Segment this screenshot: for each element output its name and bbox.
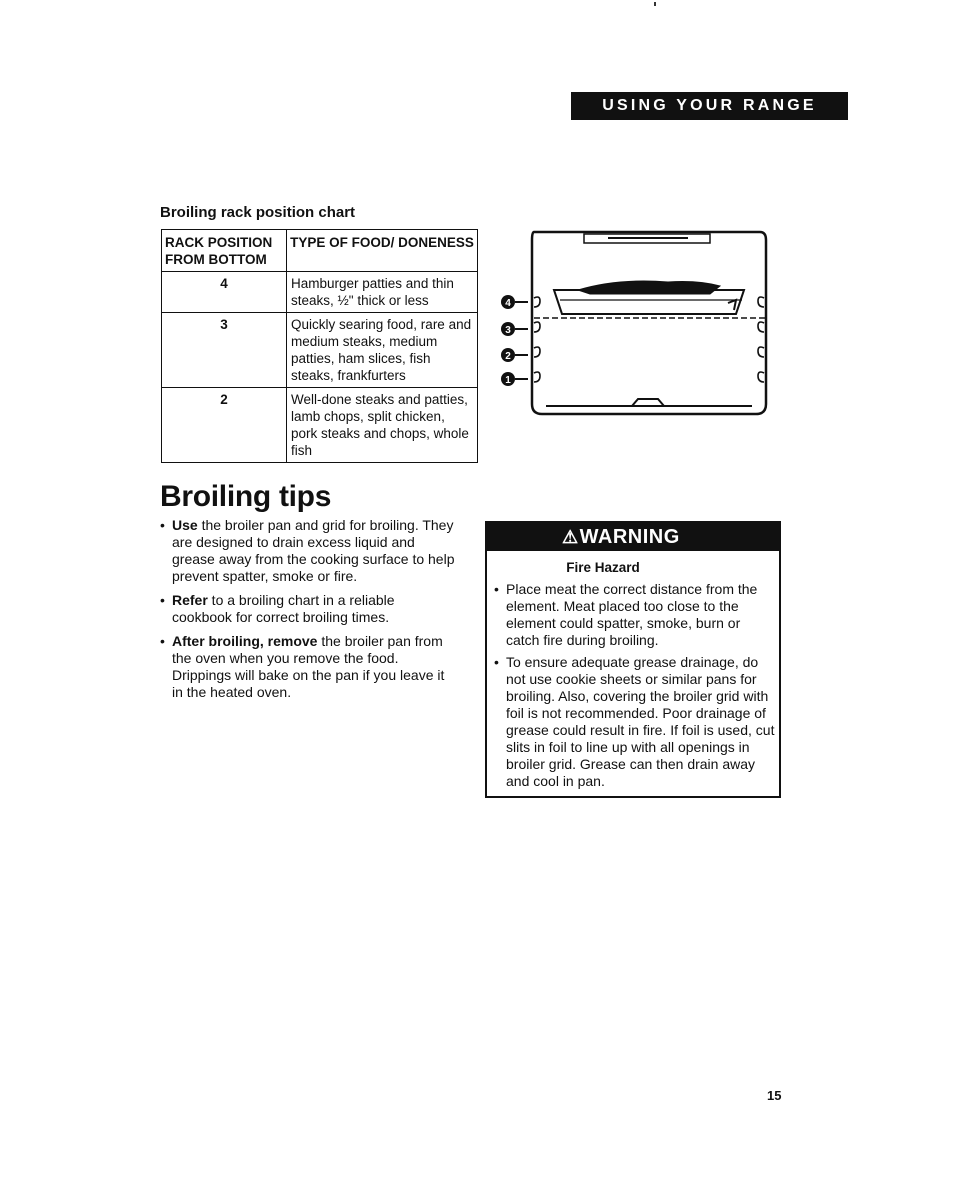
rack-position-markers [501, 295, 528, 386]
rack-label-2: 2 [505, 351, 511, 362]
list-item [160, 517, 455, 585]
warning-list [487, 581, 779, 790]
tip-lead: After broiling, remove [172, 633, 318, 649]
warning-label: WARNING [579, 526, 680, 548]
warning-box [485, 521, 781, 798]
page-number: 15 [767, 1088, 782, 1103]
food-type-cell: Well-done steaks and patties, lamb chops, split chicken, pork steaks and chops, whole fish [287, 388, 478, 463]
rack-chart-title: Broiling rack position chart [160, 204, 356, 221]
tip-text: the broiler pan from the oven when you remove the food. Drippings will bake on the pan if you leave it in the heated oven. [172, 633, 445, 700]
rack-position-table [161, 229, 478, 463]
list-item [160, 592, 455, 626]
bullet-icon: • [494, 581, 499, 597]
food-type-cell: Quickly searing food, rare and medium steaks, medium patties, ham slices, fish steaks, frankfurters [287, 313, 478, 388]
list-item [494, 654, 779, 790]
section-banner: USING YOUR RANGE [571, 92, 848, 120]
warning-text: To ensure adequate grease drainage, do not use cookie sheets or similar pans for broiling. Also, covering the broiler grid with foil is not recommended. Poor drainage of grease could result in fire. If foil is used, cut slits in foil to line up with all openings in broiler grid. Grease can then drain away and cool in pan. [506, 654, 775, 789]
warning-header [487, 523, 779, 551]
list-item [160, 633, 455, 701]
hazard-title: Fire Hazard [566, 560, 640, 575]
rack-guides [534, 297, 766, 382]
broiling-tips-list [160, 517, 455, 708]
oven-cavity-outline [532, 232, 766, 414]
bake-element [546, 399, 752, 406]
tip-text: the broiler pan and grid for broiling. They are designed to drain excess liquid and grease away from the cooking surface to help prevent spatter, smoke or fire. [172, 517, 455, 584]
table-row [162, 388, 478, 463]
bullet-icon: • [160, 592, 165, 608]
tip-lead: Use [172, 517, 198, 533]
table-header-row [162, 230, 478, 272]
rack-position-cell: 2 [162, 388, 287, 463]
oven-rack-diagram [498, 228, 773, 424]
rack-label-1: 1 [505, 375, 511, 386]
table-row [162, 313, 478, 388]
table-row [162, 272, 478, 313]
rack-position-cell: 4 [162, 272, 287, 313]
bullet-icon: • [494, 654, 499, 670]
bullet-icon: • [160, 633, 165, 649]
warning-triangle-icon: ⚠ [562, 527, 579, 547]
warning-text: Place meat the correct distance from the element. Meat placed too close to the element could spatter, smoke, burn or catch fire during broiling. [506, 581, 758, 648]
tip-text: to a broiling chart in a reliable cookbook for correct broiling times. [172, 592, 395, 625]
broiling-tips-heading: Broiling tips [160, 480, 332, 513]
rack-position-cell: 3 [162, 313, 287, 388]
rack-label-4: 4 [505, 298, 511, 309]
food-type-cell: Hamburger patties and thin steaks, ½" thick or less [287, 272, 478, 313]
list-item [494, 581, 779, 649]
bullet-icon: • [160, 517, 165, 533]
column-header-food-type: TYPE OF FOOD/ DONENESS [287, 230, 478, 272]
tip-lead: Refer [172, 592, 208, 608]
broiler-pan [554, 281, 744, 314]
rack-label-3: 3 [505, 325, 511, 336]
scan-mark [654, 2, 656, 6]
column-header-rack-position: RACK POSITION FROM BOTTOM [162, 230, 287, 272]
